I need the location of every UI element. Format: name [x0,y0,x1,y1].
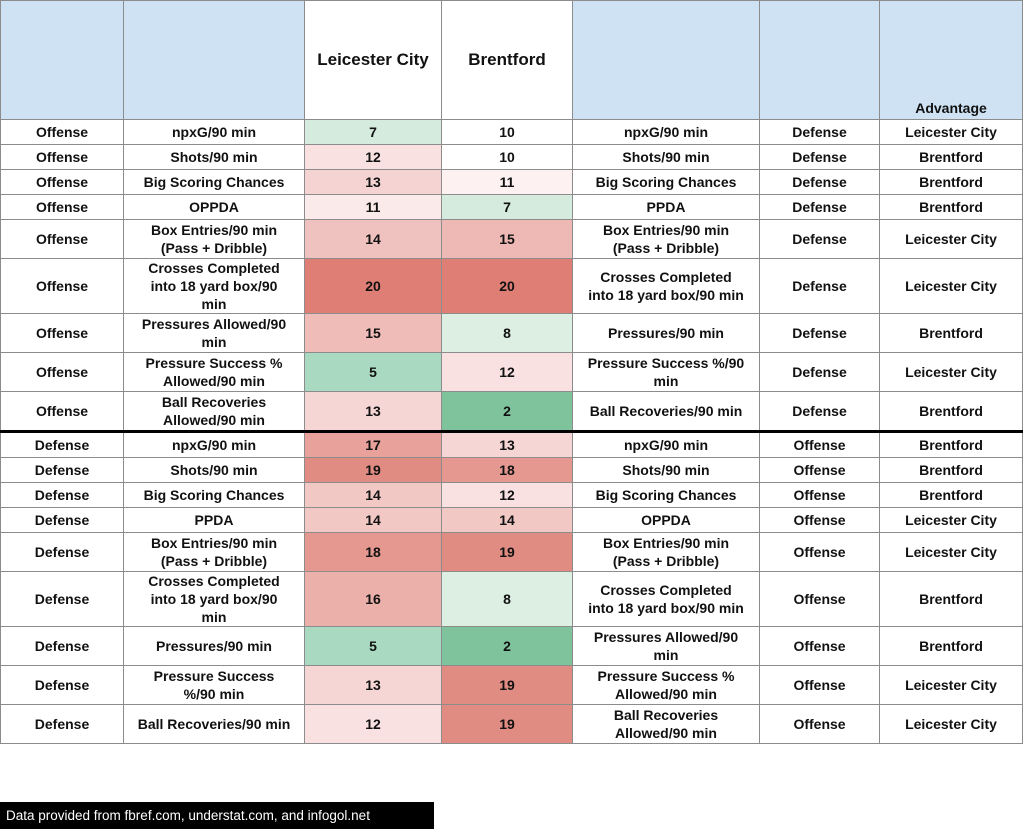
row-metric-right: npxG/90 min [573,120,760,145]
row-side-left: Defense [1,432,124,458]
row-side-left: Offense [1,259,124,314]
table-row [1,120,1023,145]
table-row [1,259,1023,314]
row-value-team2: 18 [442,458,573,483]
row-metric-right: Pressure Success % Allowed/90 min [573,666,760,705]
row-side-right: Defense [760,259,880,314]
row-side-left: Defense [1,483,124,508]
table-row [1,195,1023,220]
table-row [1,533,1023,572]
data-source-footer: Data provided from fbref.com, understat.com, and infogol.net [0,802,434,829]
row-side-left: Defense [1,533,124,572]
row-value-team2: 12 [442,483,573,508]
row-metric-left: Ball Recoveries Allowed/90 min [124,392,305,432]
row-metric-left: Crosses Completed into 18 yard box/90 min [124,572,305,627]
table-row [1,170,1023,195]
row-side-left: Offense [1,195,124,220]
row-advantage: Brentford [880,195,1023,220]
row-advantage: Leicester City [880,220,1023,259]
row-metric-left: Box Entries/90 min (Pass + Dribble) [124,220,305,259]
row-advantage: Brentford [880,627,1023,666]
row-metric-right: Ball Recoveries/90 min [573,392,760,432]
header-blank-metric [124,1,305,120]
row-advantage: Brentford [880,170,1023,195]
row-value-team2: 15 [442,220,573,259]
row-side-left: Defense [1,508,124,533]
row-side-right: Defense [760,120,880,145]
row-metric-right: Crosses Completed into 18 yard box/90 min [573,572,760,627]
row-side-right: Defense [760,145,880,170]
row-side-left: Defense [1,572,124,627]
row-metric-left: Big Scoring Chances [124,170,305,195]
row-advantage: Brentford [880,572,1023,627]
table-row [1,220,1023,259]
row-value-team1: 5 [305,353,442,392]
row-side-left: Offense [1,314,124,353]
row-value-team1: 17 [305,432,442,458]
row-side-right: Defense [760,392,880,432]
row-metric-right: Shots/90 min [573,458,760,483]
row-side-right: Offense [760,483,880,508]
row-advantage: Brentford [880,483,1023,508]
table-row [1,458,1023,483]
row-side-right: Defense [760,314,880,353]
row-metric-right: Big Scoring Chances [573,170,760,195]
row-side-left: Offense [1,145,124,170]
table-row [1,314,1023,353]
row-side-left: Offense [1,353,124,392]
row-value-team1: 14 [305,508,442,533]
row-metric-left: Pressure Success % Allowed/90 min [124,353,305,392]
row-metric-left: Pressures/90 min [124,627,305,666]
row-value-team1: 11 [305,195,442,220]
table-body [1,1,1023,744]
row-advantage: Leicester City [880,353,1023,392]
row-value-team2: 13 [442,432,573,458]
row-metric-left: Shots/90 min [124,145,305,170]
table-row [1,145,1023,170]
row-metric-left: PPDA [124,508,305,533]
row-side-right: Defense [760,195,880,220]
row-value-team2: 19 [442,705,573,744]
row-value-team2: 12 [442,353,573,392]
row-metric-right: PPDA [573,195,760,220]
row-value-team2: 10 [442,145,573,170]
row-metric-right: Box Entries/90 min (Pass + Dribble) [573,220,760,259]
row-side-left: Offense [1,220,124,259]
row-value-team1: 13 [305,170,442,195]
row-value-team2: 19 [442,533,573,572]
row-value-team2: 19 [442,666,573,705]
row-side-left: Defense [1,705,124,744]
table-row [1,705,1023,744]
row-metric-left: Shots/90 min [124,458,305,483]
row-metric-right: Ball Recoveries Allowed/90 min [573,705,760,744]
row-advantage: Leicester City [880,508,1023,533]
row-metric-left: npxG/90 min [124,120,305,145]
row-value-team1: 20 [305,259,442,314]
row-value-team1: 12 [305,145,442,170]
row-side-right: Offense [760,572,880,627]
row-side-right: Offense [760,666,880,705]
row-metric-right: Pressure Success %/90 min [573,353,760,392]
header-blank-side-right [760,1,880,120]
row-side-left: Defense [1,666,124,705]
row-value-team1: 13 [305,666,442,705]
row-metric-left: Ball Recoveries/90 min [124,705,305,744]
header-team2: Brentford [442,1,573,120]
row-metric-left: Box Entries/90 min (Pass + Dribble) [124,533,305,572]
row-advantage: Leicester City [880,533,1023,572]
table-row [1,483,1023,508]
table-row [1,392,1023,432]
row-metric-right: OPPDA [573,508,760,533]
row-advantage: Leicester City [880,705,1023,744]
row-side-right: Offense [760,627,880,666]
table-row [1,572,1023,627]
row-value-team2: 14 [442,508,573,533]
row-side-right: Offense [760,458,880,483]
row-value-team1: 14 [305,220,442,259]
row-value-team1: 12 [305,705,442,744]
row-metric-left: Crosses Completed into 18 yard box/90 min [124,259,305,314]
table-row [1,353,1023,392]
row-metric-right: Pressures Allowed/90 min [573,627,760,666]
table-row [1,627,1023,666]
row-value-team2: 10 [442,120,573,145]
row-side-left: Offense [1,120,124,145]
table-row [1,666,1023,705]
row-advantage: Leicester City [880,259,1023,314]
row-metric-left: Pressures Allowed/90 min [124,314,305,353]
table-row [1,432,1023,458]
row-advantage: Leicester City [880,120,1023,145]
row-side-right: Offense [760,533,880,572]
row-value-team2: 8 [442,572,573,627]
row-side-right: Defense [760,170,880,195]
row-metric-left: npxG/90 min [124,432,305,458]
row-value-team1: 14 [305,483,442,508]
header-team1: Leicester City [305,1,442,120]
row-metric-right: Crosses Completed into 18 yard box/90 min [573,259,760,314]
header-blank-side [1,1,124,120]
row-value-team1: 7 [305,120,442,145]
row-advantage: Brentford [880,314,1023,353]
row-metric-left: Pressure Success %/90 min [124,666,305,705]
row-advantage: Leicester City [880,666,1023,705]
row-side-right: Offense [760,432,880,458]
row-advantage: Brentford [880,432,1023,458]
row-side-right: Defense [760,220,880,259]
row-value-team1: 15 [305,314,442,353]
row-side-right: Defense [760,353,880,392]
row-metric-right: npxG/90 min [573,432,760,458]
row-advantage: Brentford [880,392,1023,432]
row-value-team2: 2 [442,392,573,432]
row-value-team1: 19 [305,458,442,483]
header-row [1,1,1023,120]
row-metric-left: OPPDA [124,195,305,220]
row-metric-left: Big Scoring Chances [124,483,305,508]
row-value-team2: 20 [442,259,573,314]
row-side-left: Defense [1,627,124,666]
row-value-team1: 16 [305,572,442,627]
row-advantage: Brentford [880,145,1023,170]
row-value-team2: 8 [442,314,573,353]
row-value-team2: 11 [442,170,573,195]
row-value-team2: 2 [442,627,573,666]
row-value-team1: 5 [305,627,442,666]
row-metric-right: Box Entries/90 min (Pass + Dribble) [573,533,760,572]
row-metric-right: Pressures/90 min [573,314,760,353]
header-advantage: Advantage [880,1,1023,120]
row-value-team2: 7 [442,195,573,220]
table-row [1,508,1023,533]
row-side-left: Offense [1,392,124,432]
row-side-left: Offense [1,170,124,195]
row-metric-right: Shots/90 min [573,145,760,170]
row-value-team1: 18 [305,533,442,572]
row-side-right: Offense [760,508,880,533]
row-metric-right: Big Scoring Chances [573,483,760,508]
row-value-team1: 13 [305,392,442,432]
row-advantage: Brentford [880,458,1023,483]
header-blank-metric-right [573,1,760,120]
row-side-left: Defense [1,458,124,483]
row-side-right: Offense [760,705,880,744]
